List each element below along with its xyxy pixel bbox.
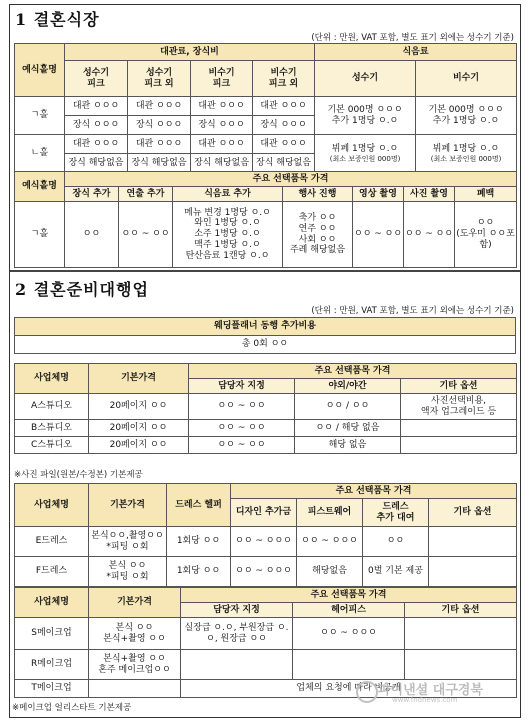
rental-cell: 대관 ㅇㅇㅇ [191,135,253,154]
food-cell [416,135,517,173]
rental-cell: 대관 ㅇㅇㅇ [65,135,128,154]
dress-col-header: 기타 옵션 [429,499,517,527]
studio-cell [401,437,517,454]
studio-cell: ㅇㅇ ~ ㅇㅇ [189,420,295,437]
section2-title: 2 결혼준비대행업 [15,280,149,299]
dress-col-header: 피스트웨어 [297,499,363,527]
studio-col-header: 야외/야간 [295,379,401,394]
venue-name: ㄱ홀 [15,202,65,268]
food-min-guests: (최소 보증인원 000명) [430,154,502,163]
rental-header: 대관료, 장식비 [65,44,315,61]
makeup-group-header: 주요 선택품목 가격 [181,588,517,603]
decor-cell: 장식 ㅇㅇㅇ [253,116,315,135]
studio-cell [401,420,517,437]
dress-col-header: 디자인 추가금 [231,499,297,527]
studio-cell: ㅇㅇ / ㅇㅇ [295,394,401,420]
studio-name-header: 사업체명 [15,364,89,394]
rental-cell: 대관 ㅇㅇㅇ [253,97,315,116]
studio-col-header: 기타 옵션 [401,379,517,394]
section1-title: 1 결혼식장 [15,10,100,29]
decor-cell: 장식 ㅇㅇㅇ [65,116,128,135]
makeup-cell [181,650,293,680]
studio-cell: ㅇㅇ / 해당 없음 [295,420,401,437]
dress-group-header: 주요 선택품목 가격 [231,484,517,499]
option-cell: ㅇㅇ (도우미 ㅇㅇ포함) [455,202,517,268]
food-price: 뷔페 1명당 ㅇ.ㅇ [432,143,500,154]
dress-cell [429,557,517,587]
makeup-note: ※메이크업 얼리스타트 기본제공 [12,703,132,713]
watermark-brand: 파이낸셜 대구경북 [378,683,483,698]
decor-cell: 장식 해당없음 [253,154,315,173]
food-cell: 기본 000명 ㅇㅇㅇ 추가 1명당 ㅇ.ㅇ [315,97,416,135]
dress-base: 본식ㅇㅇ,촬영ㅇㅇ *피팅 ㅇ회 [89,527,167,557]
dress-cell: ㅇㅇ ~ ㅇㅇㅇ [297,527,363,557]
sub-header: 비수기 피크 [191,61,253,97]
option-col-header: 영상 촬영 [353,187,404,202]
makeup-cell [405,650,517,680]
makeup-base-header: 기본가격 [89,588,181,618]
makeup-cell: 실장급 ㅇ.ㅇ, 부원장급 ㅇ.ㅇ, 원장급 ㅇㅇ [181,618,293,650]
planner-value: 총 0회 ㅇㅇ [15,336,516,354]
dress-cell: 해당없음 [297,557,363,587]
makeup-col-header: 기타 옵션 [405,603,517,618]
rental-cell: 대관 ㅇㅇㅇ [65,97,128,116]
sub-header: 비수기 피크 외 [253,61,315,97]
food-min-guests: (최소 보증인원 000명) [329,154,401,163]
planner-header: 웨딩플래너 동행 추가비용 [15,318,516,336]
food-cell: 기본 000명 ㅇㅇㅇ 추가 1명당 ㅇ.ㅇ [416,97,517,135]
option-cell: 메뉴 변경 1명당 ㅇ.ㅇ 와인 1병당 ㅇ.ㅇ 소주 1병당 ㅇ.ㅇ 맥주 1병당 ㅇ.ㅇ 탄산음료 1캔당 ㅇ.ㅇ [173,202,283,268]
option-cell: ㅇㅇ [65,202,119,268]
sub-header: 비수기 [416,61,517,97]
section-divider [10,270,520,272]
dress-cell: ㅇㅇ [363,527,429,557]
studio-base: 20페이지 ㅇㅇ [89,437,189,454]
studio-cell: ㅇㅇ ~ ㅇㅇ [189,437,295,454]
makeup-undisclosed: 업체의 요청에 따라 비공개 [181,680,517,698]
makeup-name: R메이크업 [15,650,89,680]
options-group-header: 주요 선택품목 가격 [65,172,517,187]
studio-name: A스튜디오 [15,394,89,420]
makeup-name: S메이크업 [15,618,89,650]
dress-cell: 0벌 기본 제공 [363,557,429,587]
option-cell: ㅇㅇ ~ ㅇㅇ [353,202,404,268]
studio-cell: ㅇㅇ ~ ㅇㅇ [189,394,295,420]
rental-cell: 대관 ㅇㅇㅇ [128,135,191,154]
venue-header: 예식홀명 [15,44,65,97]
decor-cell: 장식 해당없음 [191,154,253,173]
watermark-url: www.fndnews.com [392,696,458,704]
option-col-header: 행사 진행 [283,187,353,202]
rental-cell: 대관 ㅇㅇㅇ [191,97,253,116]
makeup-base [89,680,181,698]
venue-price-table [14,43,517,173]
venue-name: ㄴ홀 [15,135,65,173]
decor-cell: 장식 ㅇㅇㅇ [191,116,253,135]
studio-group-header: 주요 선택품목 가격 [189,364,517,379]
watermark-logo-icon [356,681,378,703]
makeup-col-header: 담당자 지정 [181,603,293,618]
makeup-cell: ㅇㅇ ~ ㅇㅇㅇ [293,618,405,650]
venue-options-table [14,171,517,268]
sub-header: 성수기 피크 [65,61,128,97]
makeup-col-header: 헤어피스 [293,603,405,618]
dress-cell: ㅇㅇ ~ ㅇㅇㅇ [231,527,297,557]
studio-name: C스튜디오 [15,437,89,454]
option-cell: 축가 ㅇㅇ 연주 ㅇㅇ 사회 ㅇㅇ 주례 해당없음 [283,202,353,268]
planner-table [14,317,516,354]
option-col-header: 연출 추가 [119,187,173,202]
studio-name: B스튜디오 [15,420,89,437]
venue-header: 예식홀명 [15,172,65,202]
dress-base-header: 기본가격 [89,484,167,527]
makeup-base: 본식 ㅇㅇ 본식+촬영 ㅇㅇ [89,618,181,650]
makeup-cell [293,650,405,680]
decor-cell: 장식 ㅇㅇㅇ [128,116,191,135]
option-col-header: 식음료 추가 [173,187,283,202]
makeup-cell [405,618,517,650]
makeup-name: T메이크업 [15,680,89,698]
document-page [9,4,521,718]
studio-table [14,363,517,454]
studio-base: 20페이지 ㅇㅇ [89,394,189,420]
dress-table [14,483,517,587]
studio-cell: 해당 없음 [295,437,401,454]
dress-name: F드레스 [15,557,89,587]
food-header: 식음료 [315,44,517,61]
studio-col-header: 담당자 지정 [189,379,295,394]
studio-base: 20페이지 ㅇㅇ [89,420,189,437]
studio-note: ※사진 파일(원본/수정본) 기본제공 [14,470,143,480]
rental-cell: 대관 ㅇㅇㅇ [128,97,191,116]
dress-cell: ㅇㅇ ~ ㅇㅇㅇ [231,557,297,587]
dress-name: E드레스 [15,527,89,557]
decor-cell: 장식 해당없음 [65,154,128,173]
option-cell: ㅇㅇ ~ ㅇㅇ [119,202,173,268]
dress-helper: 1회당 ㅇㅇ [167,557,231,587]
venue-name: ㄱ홀 [15,97,65,135]
food-price: 뷔페 1명당 ㅇ.ㅇ [331,143,399,154]
studio-base-header: 기본가격 [89,364,189,394]
dress-base: 본식 ㅇㅇ *피팅 ㅇ회 [89,557,167,587]
option-col-header: 사진 촬영 [404,187,455,202]
decor-cell: 장식 해당없음 [128,154,191,173]
option-col-header: 폐백 [455,187,517,202]
dress-cell [429,527,517,557]
dress-name-header: 사업체명 [15,484,89,527]
makeup-base: 본식+촬영 ㅇㅇ 혼주 메이크업ㅇㅇ [89,650,181,680]
dress-helper: 1회당 ㅇㅇ [167,527,231,557]
food-cell [315,135,416,173]
rental-cell: 대관 ㅇㅇㅇ [253,135,315,154]
sub-header: 성수기 [315,61,416,97]
section2-unit-note: (단위 : 만원, VAT 포함, 별도 표기 외에는 성수기 기준) [311,306,514,316]
dress-helper-header: 드레스 헬퍼 [167,484,231,527]
section1-unit-note: (단위 : 만원, VAT 포함, 별도 표기 외에는 성수기 기준) [311,33,514,43]
studio-cell: 사진선택비용, 액자 업그레이드 등 [401,394,517,420]
makeup-name-header: 사업체명 [15,588,89,618]
option-col-header: 장식 추가 [65,187,119,202]
option-cell: ㅇㅇ ~ ㅇㅇ [404,202,455,268]
sub-header: 성수기 피크 외 [128,61,191,97]
dress-col-header: 드레스 추가 대여 [363,499,429,527]
